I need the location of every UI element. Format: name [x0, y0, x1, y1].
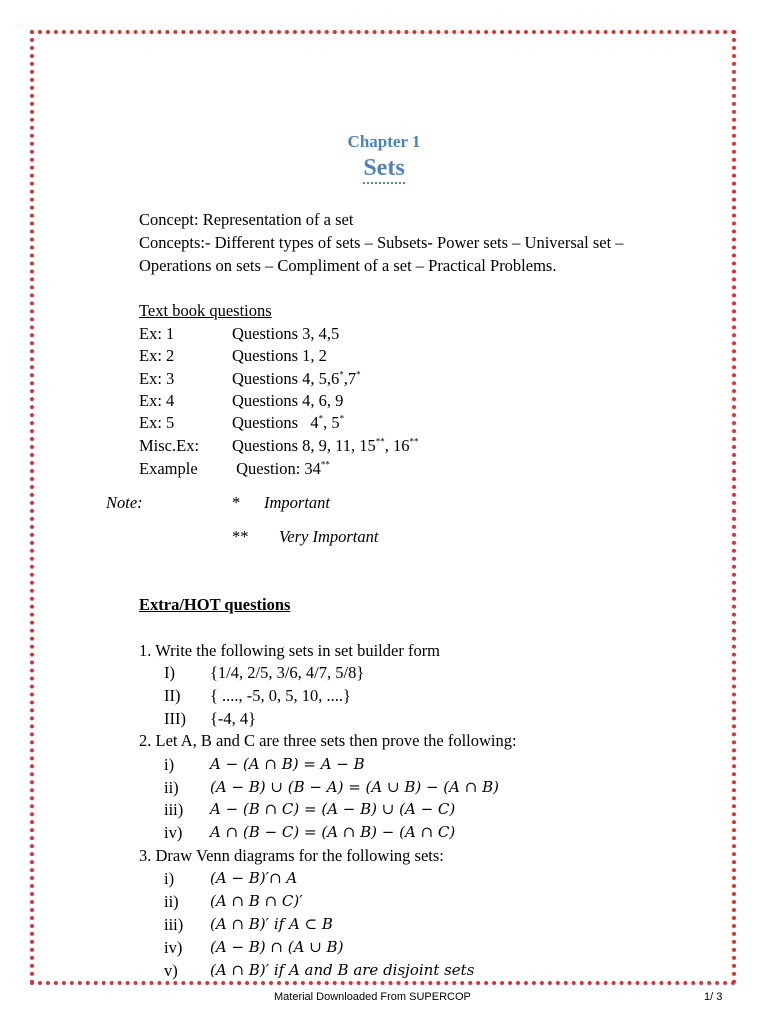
question-2: 2. Let A, B and C are three sets then prove the following: — [139, 731, 517, 750]
chapter-label: Chapter 1 — [347, 132, 421, 151]
exercise-questions: Questions 1, 2 — [232, 346, 327, 365]
note-label: Note: — [106, 493, 143, 512]
math-expression: A ∩ (B − C) = (A ∩ B) − (A ∩ C) — [210, 823, 456, 841]
exercise-questions: Questions 4*, 5* — [232, 413, 345, 432]
math-expression: (A ∩ B ∩ C)′ — [210, 892, 303, 910]
item-number: I) — [164, 663, 175, 682]
math-expression: A − (A ∩ B) = A − B — [210, 755, 365, 773]
math-expression: (A − B)′∩ A — [210, 869, 298, 887]
item-text: {-4, 4} — [210, 709, 257, 728]
item-number: iii) — [164, 800, 184, 819]
item-number: v) — [164, 961, 178, 980]
exercise-label: Ex: 2 — [139, 346, 175, 365]
item-text: { ...., -5, 0, 5, 10, ....} — [210, 686, 351, 705]
note-very-important: Very Important — [279, 527, 379, 546]
item-number: ii) — [164, 892, 179, 911]
exercise-label: Ex: 3 — [139, 369, 175, 388]
question-1: 1. Write the following sets in set builder form — [139, 641, 441, 660]
concept-line-2: Concepts:- Different types of sets – Subsets- Power sets – Universal set – — [139, 233, 624, 252]
item-text: {1/4, 2/5, 3/6, 4/7, 5/8} — [210, 663, 365, 682]
hot-questions-heading: Extra/HOT questions — [139, 595, 291, 614]
note-star: * — [232, 493, 241, 512]
footer-source: Material Downloaded From SUPERCOP — [274, 991, 471, 1003]
exercise-questions: Questions 8, 9, 11, 15**, 16** — [232, 436, 419, 455]
note-important: Important — [264, 493, 330, 512]
item-number: i) — [164, 869, 175, 888]
exercise-label: Ex: 5 — [139, 413, 175, 432]
math-expression: (A ∩ B)′ if A and B are disjoint sets — [210, 961, 475, 979]
exercise-label: Misc.Ex: — [139, 436, 200, 455]
exercise-questions: Question: 34** — [232, 459, 330, 478]
exercise-questions: Questions 4, 5,6*,7* — [232, 369, 361, 388]
math-expression: (A − B) ∩ (A ∪ B) — [210, 938, 344, 956]
item-number: iv) — [164, 938, 183, 957]
textbook-heading: Text book questions — [139, 301, 272, 320]
exercise-label: Ex: 1 — [139, 324, 175, 343]
note-double-star: ** — [232, 527, 249, 546]
question-3: 3. Draw Venn diagrams for the following sets: — [139, 846, 444, 865]
page-title: Sets — [0, 155, 768, 182]
concept-line-3: Operations on sets – Compliment of a set – Practical Problems. — [139, 256, 557, 275]
item-number: i) — [164, 755, 175, 774]
exercise-label: Ex: 4 — [139, 391, 175, 410]
math-expression: A − (B ∩ C) = (A − B) ∪ (A − C) — [210, 800, 456, 818]
exercise-questions: Questions 3, 4,5 — [232, 324, 340, 343]
item-number: III) — [164, 709, 186, 728]
math-expression: (A ∩ B)′ if A ⊂ B — [210, 915, 333, 933]
exercise-label: Example — [139, 459, 198, 478]
math-expression: (A − B) ∪ (B − A) = (A ∪ B) − (A ∩ B) — [210, 778, 499, 796]
exercise-questions: Questions 4, 6, 9 — [232, 391, 344, 410]
concept-line-1: Concept: Representation of a set — [139, 210, 354, 229]
item-number: iii) — [164, 915, 184, 934]
item-number: iv) — [164, 823, 183, 842]
footer-page-number: 1/ 3 — [704, 991, 723, 1003]
item-number: II) — [164, 686, 181, 705]
item-number: ii) — [164, 778, 179, 797]
